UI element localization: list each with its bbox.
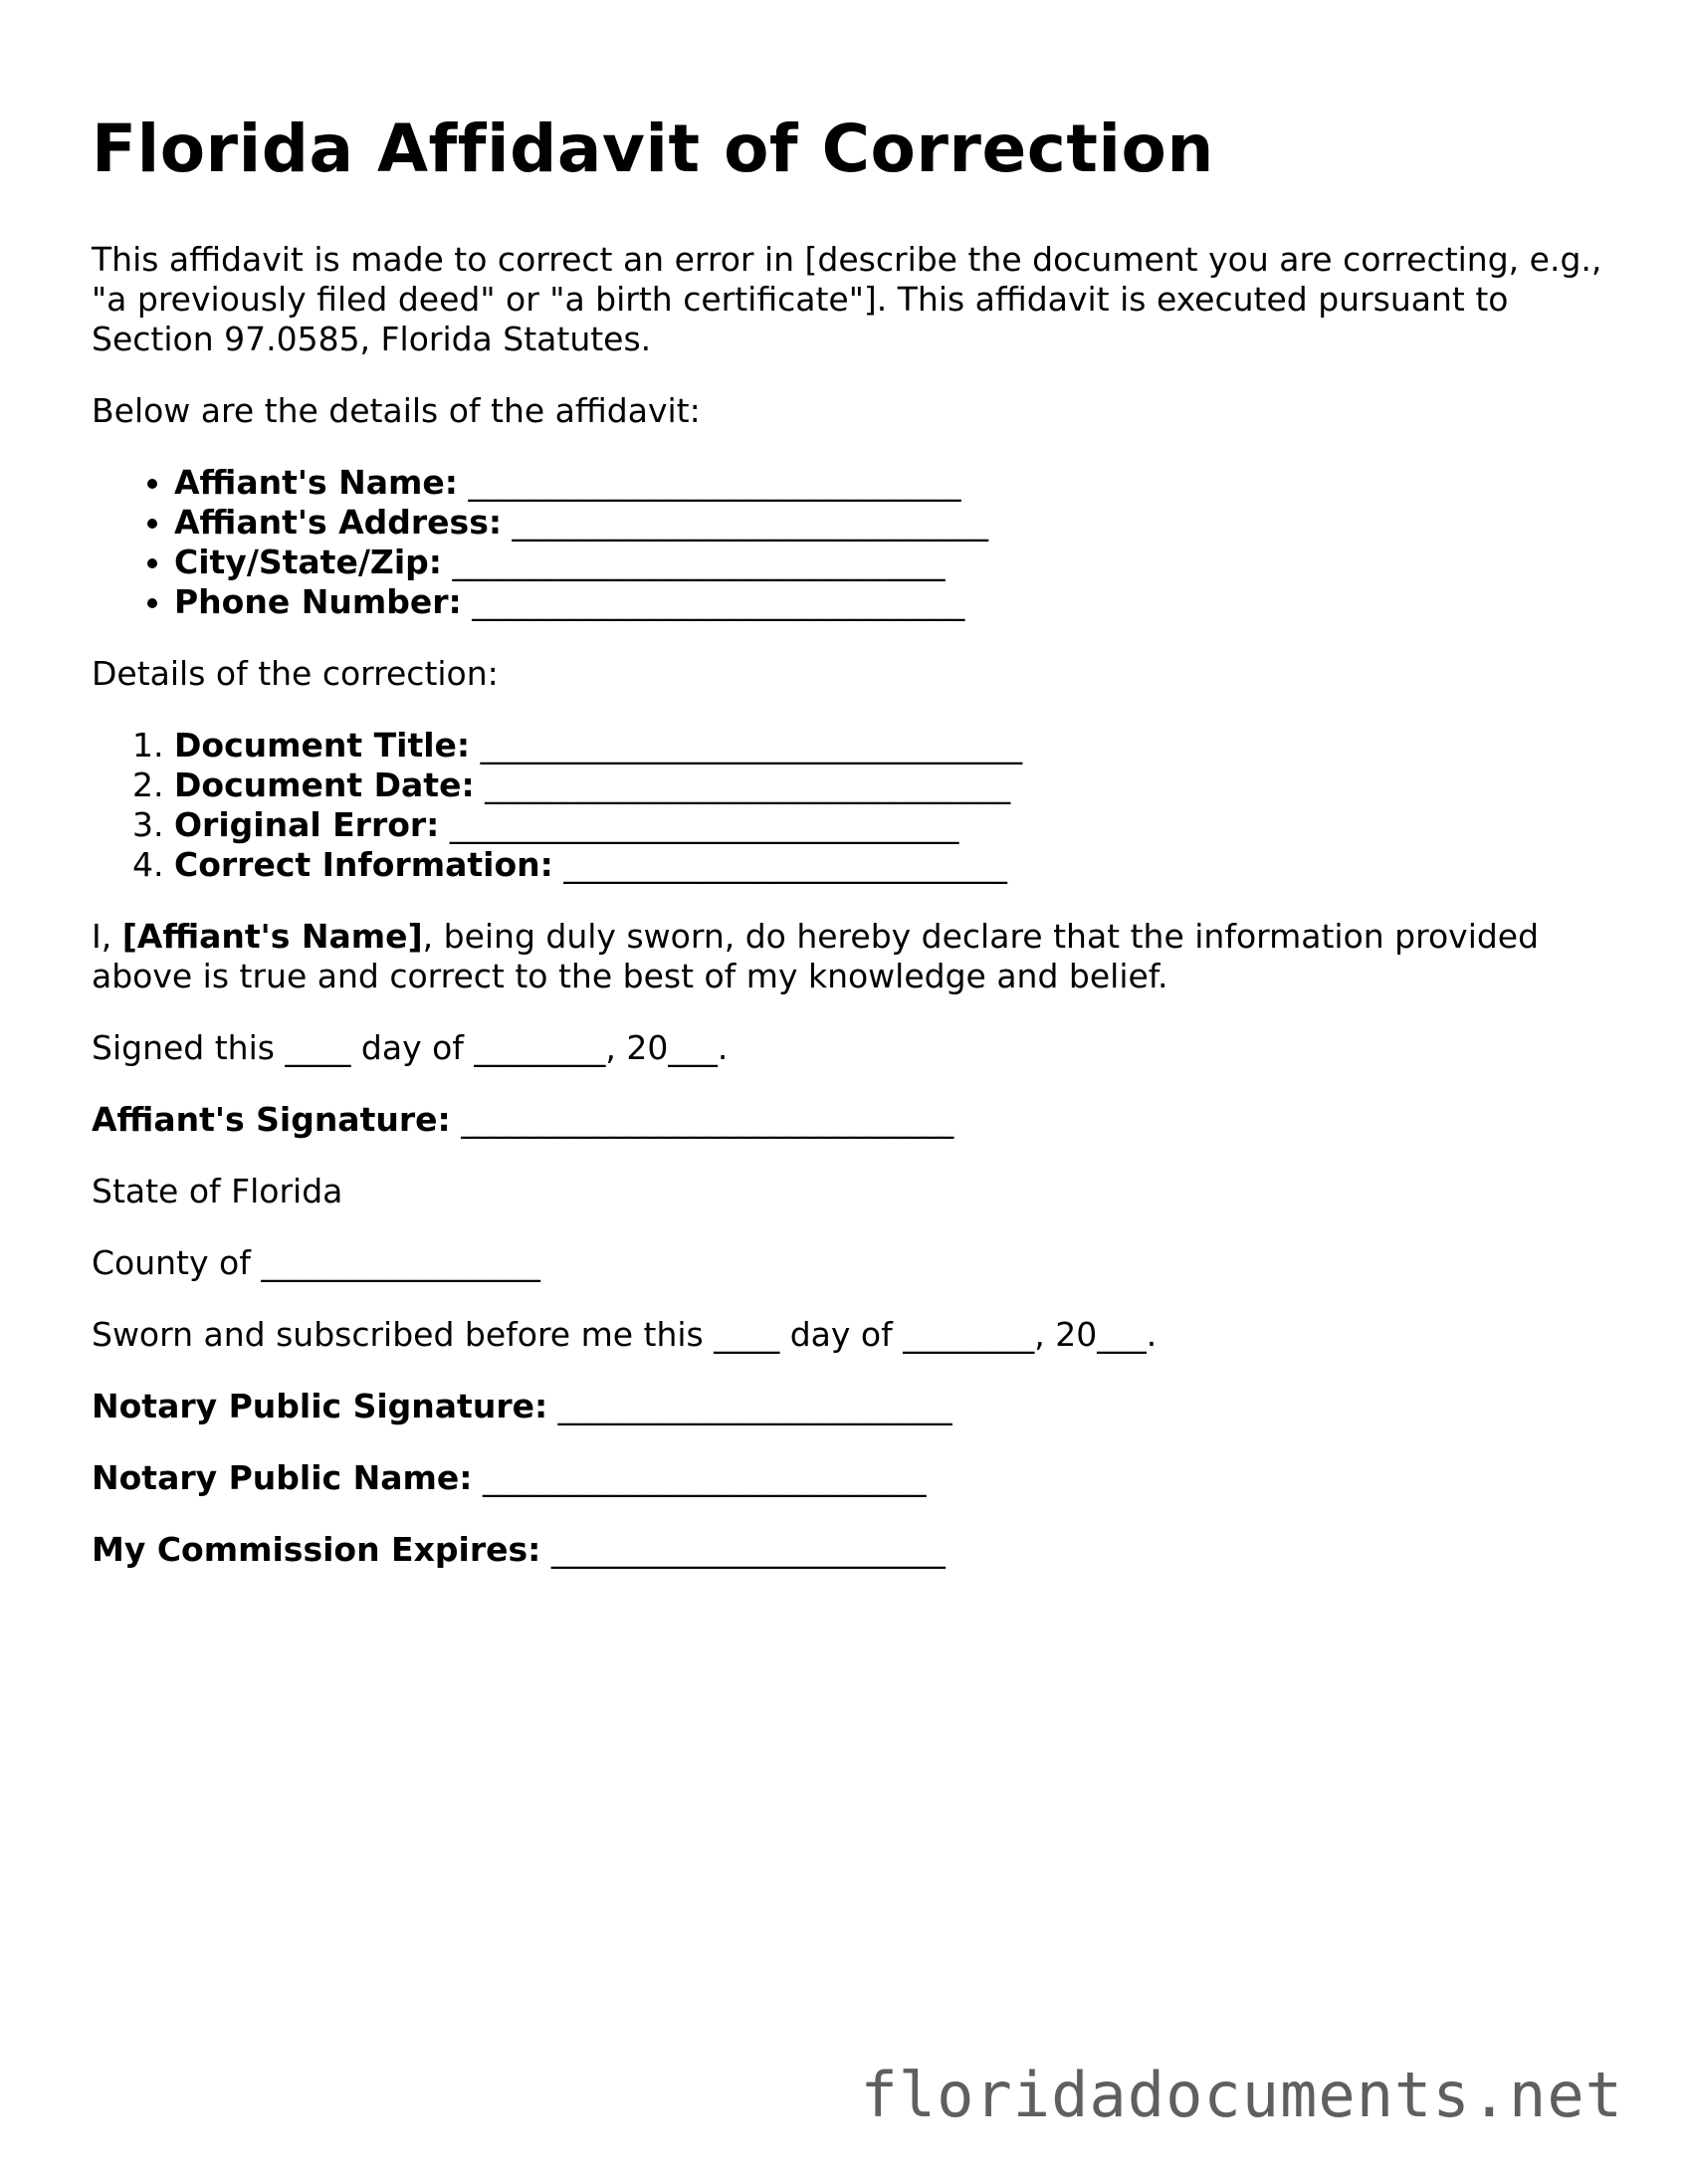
list-item	[174, 582, 1604, 622]
blank-line: ________________________	[550, 1530, 946, 1570]
correction-heading: Details of the correction:	[92, 654, 499, 694]
notary-name-line	[92, 1458, 1604, 1498]
field-label: Phone Number:	[174, 582, 462, 622]
notary-signature-line	[92, 1387, 1604, 1426]
document-page	[92, 109, 1604, 1602]
blank-line: _______________________________	[449, 805, 959, 845]
field-label: Notary Public Name:	[92, 1458, 473, 1498]
state-line: State of Florida	[92, 1172, 343, 1211]
blank-line: ___________________________	[482, 1458, 927, 1498]
field-label: Affiant's Name:	[174, 463, 458, 503]
list-item	[174, 463, 1604, 503]
declaration-paragraph	[92, 917, 1604, 996]
declaration-prefix: I,	[92, 917, 122, 957]
affiant-details-list	[92, 463, 1604, 622]
affiant-signature-line	[92, 1100, 1604, 1140]
sworn-line: Sworn and subscribed before me this ____ day of ________, 20___.	[92, 1315, 1158, 1355]
blank-line: ___________________________	[563, 845, 1007, 885]
blank-line: ________________________	[557, 1387, 952, 1426]
declaration-text: , being duly sworn, do hereby declare that the information provided above is true and correct to the best of my knowledge and belief.	[92, 917, 1540, 996]
blank-line: ______________________________	[468, 463, 961, 503]
watermark: floridadocuments.net	[860, 2059, 1623, 2131]
list-item	[174, 765, 1604, 805]
list-item	[174, 805, 1604, 845]
details-heading: Below are the details of the affidavit:	[92, 391, 701, 431]
blank-line: ______________________________	[452, 543, 946, 582]
intro-paragraph: This affidavit is made to correct an error in [describe the document you are correcting, e.g., "a previously filed deed" or "a birth certificate"]. This affidavit is executed pursuant to Section 97.0585, Florida Statutes.	[92, 240, 1602, 359]
field-label: Original Error:	[174, 805, 440, 845]
field-label: Document Title:	[174, 726, 471, 765]
document-title: Florida Affidavit of Correction	[92, 110, 1214, 187]
blank-line: _________________________________	[480, 726, 1023, 765]
list-item	[174, 503, 1604, 543]
field-label: City/State/Zip:	[174, 543, 442, 582]
affiant-name-placeholder: [Affiant's Name]	[121, 917, 423, 957]
field-label: Correct Information:	[174, 845, 553, 885]
list-item	[174, 845, 1604, 885]
field-label: Affiant's Address:	[174, 503, 503, 543]
field-label: Notary Public Signature:	[92, 1387, 548, 1426]
commission-expires-line	[92, 1530, 1604, 1570]
list-item	[174, 543, 1604, 582]
field-label: Affiant's Signature:	[92, 1100, 451, 1140]
field-label: Document Date:	[174, 765, 475, 805]
blank-line: ________________________________	[485, 765, 1011, 805]
field-label: My Commission Expires:	[92, 1530, 541, 1570]
correction-details-list	[92, 726, 1604, 885]
list-item	[174, 726, 1604, 765]
signed-line: Signed this ____ day of ________, 20___.	[92, 1028, 729, 1068]
blank-line: ______________________________	[461, 1100, 954, 1140]
blank-line: ______________________________	[472, 582, 965, 622]
blank-line: _____________________________	[512, 503, 989, 543]
county-line: County of _________________	[92, 1243, 540, 1283]
